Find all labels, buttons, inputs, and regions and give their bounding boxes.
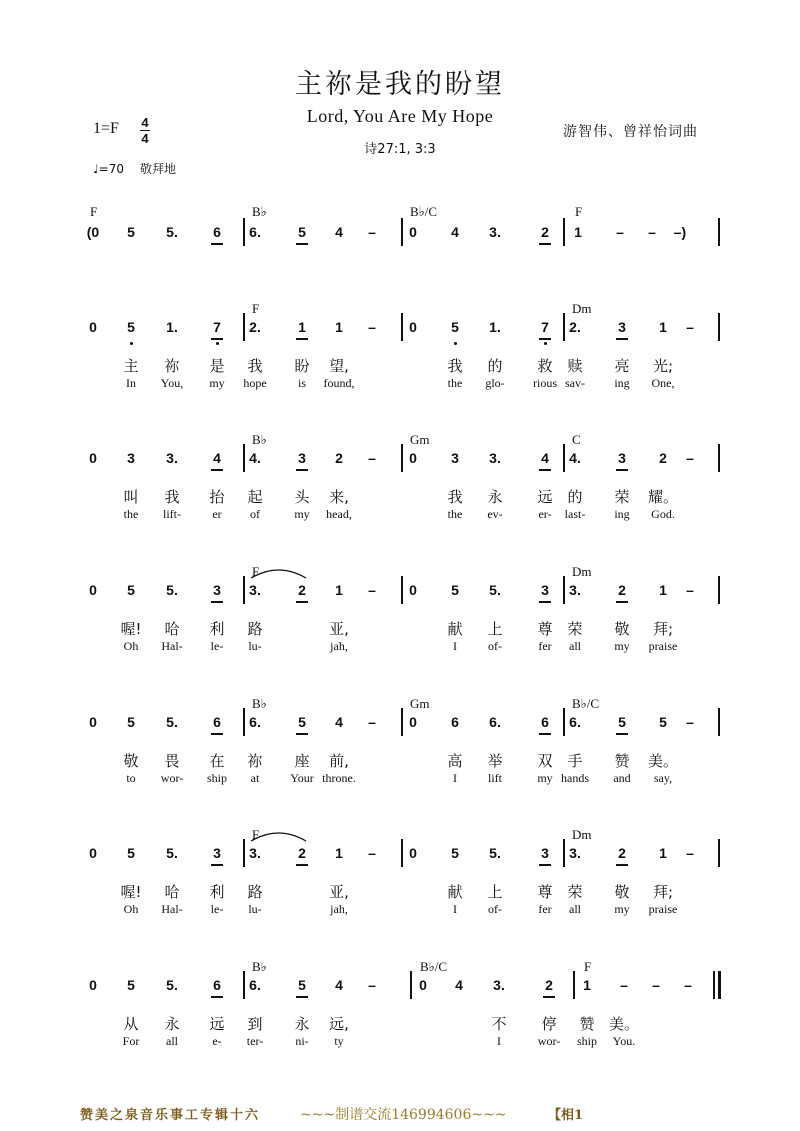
lyric-english: You, [160,376,184,390]
lyric-chinese: 畏 [164,752,180,770]
lyric-chinese: 喔! [120,883,142,901]
note: – [686,714,694,730]
lyric-english: I [497,1034,501,1048]
lyric-chinese: 举 [487,752,503,770]
note: 2 [545,977,553,993]
note: 6. [489,714,501,730]
note: 5 [127,319,135,335]
lyric-chinese: 祢 [247,752,263,770]
lyric-chinese: 拜; [652,620,674,638]
key-signature: 1=F [93,120,119,137]
note: – [648,224,656,240]
note: 3 [127,450,135,466]
lyric-english: of- [488,639,502,653]
lyric-english: Your [290,771,314,785]
note: 3 [541,582,549,598]
lyric-chinese: 哈 [164,883,180,901]
note: 1 [659,845,667,861]
lyric-chinese: 路 [247,883,263,901]
note: 3. [249,582,261,598]
lyric-english: le- [210,639,224,653]
note: 5. [166,224,178,240]
lyric-english: lu- [248,639,262,653]
note: 5 [127,582,135,598]
note: 6. [249,714,261,730]
note: 5 [451,582,459,598]
chord-symbol: Gm [410,432,430,447]
note: 0 [89,845,97,861]
lyric-chinese: 双 [537,752,553,770]
note: – [368,582,376,598]
lyric-chinese: 头 [294,488,310,506]
note: 3. [569,845,581,861]
note: 3 [618,319,626,335]
note: 3. [569,582,581,598]
footer-contact: ~~~制谱交流146994606~~~ [300,1107,507,1123]
lyric-chinese: 主 [123,357,139,375]
lyric-chinese: 敬 [614,883,630,901]
lyric-chinese: 我 [247,357,263,375]
note: 4. [249,450,261,466]
scripture-reference: 诗27:1, 3:3 [364,142,436,157]
note: 3 [618,450,626,466]
lyric-chinese: 我 [164,488,180,506]
lyric-english: ship [206,771,227,785]
lyric-chinese: 献 [447,620,463,638]
note: – [686,845,694,861]
lyric-english: ni- [295,1034,309,1048]
chord-symbol: B♭ [252,696,267,711]
lyric-chinese: 上 [487,883,503,901]
lyric-chinese: 光; [652,357,674,375]
lyric-chinese: 是 [209,357,225,375]
time-top: 4 [141,115,149,130]
note: 0 [419,977,427,993]
note: 6 [213,224,221,240]
note: 2 [335,450,343,466]
lyric-chinese: 祢 [164,357,180,375]
lyric-english: of- [488,902,502,916]
lyric-english: my [537,771,553,785]
note: 3. [489,224,501,240]
lyric-english: I [453,902,457,916]
lyric-english: and [613,771,631,785]
note: 1 [335,582,343,598]
lyric-english: is [297,376,306,390]
lyric-chinese: 从 [123,1015,139,1033]
note: 5 [127,845,135,861]
note: 2 [298,845,306,861]
chord-symbol: F [90,204,98,219]
tempo-value: ♩=70 [93,162,124,176]
lyric-english: Hal- [161,639,183,653]
lyric-english: One, [651,376,675,390]
lyric-chinese: 永 [164,1015,180,1033]
lyric-chinese: 亚, [329,620,349,638]
note: 1 [298,319,306,335]
note: 4. [569,450,581,466]
song-title: 主祢是我的盼望 [295,69,505,100]
lyric-chinese: 远 [209,1015,225,1033]
note: 5 [127,224,135,240]
note: 6. [249,224,261,240]
note: 0 [89,582,97,598]
note: 0 [409,224,417,240]
lyric-chinese: 赞 [614,752,630,770]
lyric-chinese: 亮 [614,357,630,375]
note: 6 [213,714,221,730]
chord-symbol: Dm [572,827,592,842]
lyric-english: Oh [123,639,139,653]
chord-symbol: Dm [572,301,592,316]
lyric-english: the [447,376,463,390]
lyric-chinese: 不 [491,1015,507,1033]
note: 0 [409,582,417,598]
chord-symbol: F [252,301,260,316]
lyric-chinese: 美。 [648,752,679,770]
note: 6. [249,977,261,993]
composer-credit: 游智伟、曾祥怡词曲 [563,124,698,140]
note: 2. [569,319,581,335]
lyric-chinese: 的 [567,488,583,506]
note: 3 [213,845,221,861]
note: 1 [659,319,667,335]
note: – [368,714,376,730]
lyric-chinese: 的 [487,357,503,375]
lyric-english: all [166,1034,178,1048]
lyric-english: to [126,771,136,785]
lyric-english: I [453,639,457,653]
lyric-chinese: 救 [537,357,553,375]
note: 6 [451,714,459,730]
lyric-chinese: 手 [567,752,583,770]
lyric-chinese: 在 [209,752,225,770]
note: –) [673,224,687,240]
note: – [620,977,628,993]
lyric-chinese: 座 [294,752,310,770]
note: 1 [335,319,343,335]
note: 5. [166,582,178,598]
note: 3 [213,582,221,598]
lyric-chinese: 路 [247,620,263,638]
lyric-english: all [569,639,581,653]
lyric-chinese: 耀。 [648,488,679,506]
lyric-english: ty [334,1034,344,1048]
lyric-chinese: 上 [487,620,503,638]
note: 2 [659,450,667,466]
note: 1. [489,319,501,335]
note: 5. [166,977,178,993]
lyric-chinese: 赞 [579,1015,595,1033]
lyric-chinese: 荣 [614,488,630,506]
note: 5 [451,845,459,861]
lyric-chinese: 献 [447,883,463,901]
lyric-chinese: 高 [447,752,463,770]
chord-symbol: B♭ [252,432,267,447]
tie-arc [251,833,306,841]
lyric-english: le- [210,902,224,916]
note: 5 [451,319,459,335]
lyric-english: at [250,771,260,785]
chord-symbol: F [575,204,583,219]
lyric-english: last- [564,507,586,521]
lyric-english: ing [614,376,630,390]
note: 0 [409,845,417,861]
note: – [368,977,376,993]
chord-symbol: F [584,959,592,974]
note: – [686,450,694,466]
chord-symbol: B♭/C [572,696,600,711]
lyric-english: God. [651,507,675,521]
lyric-chinese: 尊 [537,883,553,901]
lyric-chinese: 利 [209,620,225,638]
lyric-english: lift- [163,507,181,521]
note: 2 [298,582,306,598]
chord-symbol: B♭/C [420,959,448,974]
chord-symbol: Dm [572,564,592,579]
lyric-chinese: 哈 [164,620,180,638]
lyric-chinese: 来, [329,488,349,506]
time-bottom: 4 [141,131,149,146]
lyric-english: fer [538,639,552,653]
lyric-english: Hal- [161,902,183,916]
note: 5 [659,714,667,730]
note: – [368,845,376,861]
lyric-chinese: 起 [247,488,263,506]
note: 3. [489,450,501,466]
note: 5 [618,714,626,730]
note: 3 [541,845,549,861]
note: 5 [298,977,306,993]
lyric-chinese: 到 [247,1015,263,1033]
note: 5 [127,977,135,993]
chord-symbol: B♭/C [410,204,438,219]
note: 5. [166,845,178,861]
lyric-english: hands [561,771,589,785]
lyric-english: my [614,639,630,653]
note: (0 [86,224,100,240]
lyric-english: lu- [248,902,262,916]
chord-symbol: F [252,564,260,579]
lyric-english: head, [326,507,352,521]
note: 0 [409,714,417,730]
lyric-chinese: 亚, [329,883,349,901]
note: 4 [455,977,463,993]
note: – [686,582,694,598]
note: 3. [249,845,261,861]
note: 0 [89,977,97,993]
note: 4 [541,450,549,466]
lyric-chinese: 叫 [123,488,139,506]
lyric-english: e- [212,1034,222,1048]
chord-symbol: B♭ [252,959,267,974]
lyric-chinese: 远, [329,1015,349,1033]
note: – [686,319,694,335]
note: 4 [335,714,343,730]
note: 3. [493,977,505,993]
note: 6 [541,714,549,730]
lyric-english: ing [614,507,630,521]
note: 0 [89,450,97,466]
note: 3. [166,450,178,466]
footer-album: 赞美之泉音乐事工专辑十六 [80,1108,261,1123]
lyric-english: glo- [485,376,505,390]
lyric-english: the [447,507,463,521]
lyric-chinese: 拜; [652,883,674,901]
lyric-chinese: 我 [447,488,463,506]
lyric-english: lift [488,771,502,785]
lyric-english: jah, [330,639,348,653]
lyric-chinese: 利 [209,883,225,901]
note: 5 [298,714,306,730]
note: – [368,224,376,240]
lyric-english: throne. [322,771,356,785]
lyric-chinese: 敬 [123,752,139,770]
lyric-chinese: 盼 [294,357,310,375]
note: 0 [89,319,97,335]
note: 2 [618,582,626,598]
note: 2 [541,224,549,240]
lyric-chinese: 我 [447,357,463,375]
lyric-english: wor- [160,771,184,785]
lyric-chinese: 尊 [537,620,553,638]
performance-style: 敬拜地 [139,162,176,176]
lyric-english: Oh [123,902,139,916]
note: 4 [451,224,459,240]
lyric-chinese: 远 [537,488,553,506]
lyric-english: You. [612,1034,636,1048]
lyric-chinese: 荣 [567,883,583,901]
note: 5 [127,714,135,730]
lyric-english: jah, [330,902,348,916]
note: 1 [574,224,582,240]
chord-symbol: B♭ [252,204,267,219]
lyric-chinese: 抬 [209,488,225,506]
note: 5. [489,845,501,861]
note: – [652,977,660,993]
note: 1. [166,319,178,335]
lyric-chinese: 美。 [609,1015,640,1033]
lyric-english: er- [538,507,552,521]
tie-arc [251,570,306,578]
lyric-english: In [126,376,136,390]
note: 2 [618,845,626,861]
lyric-chinese: 敬 [614,620,630,638]
note: 4 [213,450,221,466]
lyric-english: found, [323,376,355,390]
lyric-english: wor- [537,1034,561,1048]
lyric-english: ship [576,1034,597,1048]
lyric-chinese: 前, [329,752,349,770]
lyric-english: rious [533,376,557,390]
lyric-english: ter- [246,1034,264,1048]
lyric-english: praise [648,639,678,653]
note: 0 [89,714,97,730]
lyric-chinese: 永 [487,488,503,506]
note: 1 [583,977,591,993]
lyric-english: I [453,771,457,785]
note: 5. [489,582,501,598]
note: 0 [409,450,417,466]
english-title: Lord, You Are My Hope [306,106,494,126]
lyric-chinese: 赎 [567,357,583,375]
note: – [368,319,376,335]
lyric-english: of [250,507,260,521]
note: 4 [335,224,343,240]
lyric-english: hope [243,376,267,390]
note: 7 [213,319,221,335]
lyric-english: er [212,507,222,521]
chord-symbol: C [572,432,581,447]
note: 3 [298,450,306,466]
note: 5 [298,224,306,240]
lyric-chinese: 永 [294,1015,310,1033]
lyric-chinese: 停 [541,1015,557,1033]
note: 1 [659,582,667,598]
lyric-english: my [614,902,630,916]
lyric-chinese: 望, [329,357,349,375]
note: – [616,224,624,240]
note: – [368,450,376,466]
note: 4 [335,977,343,993]
note: 0 [409,319,417,335]
lyric-english: the [123,507,139,521]
lyric-chinese: 喔! [120,620,142,638]
lyric-english: fer [538,902,552,916]
footer-page: 【相1 [548,1108,584,1123]
chord-symbol: Gm [410,696,430,711]
lyric-english: my [209,376,225,390]
lyric-english: my [294,507,310,521]
note: 6. [569,714,581,730]
note: 7 [541,319,549,335]
lyric-english: say, [653,771,673,785]
note: – [684,977,692,993]
note: 2. [249,319,261,335]
lyric-english: ev- [487,507,503,521]
note: 6 [213,977,221,993]
lyric-english: sav- [565,376,585,390]
lyric-english: praise [648,902,678,916]
chord-symbol: F [252,827,260,842]
note: 5. [166,714,178,730]
lyric-english: For [122,1034,140,1048]
note: 1 [335,845,343,861]
note: 3 [451,450,459,466]
lyric-chinese: 荣 [567,620,583,638]
lyric-english: all [569,902,581,916]
